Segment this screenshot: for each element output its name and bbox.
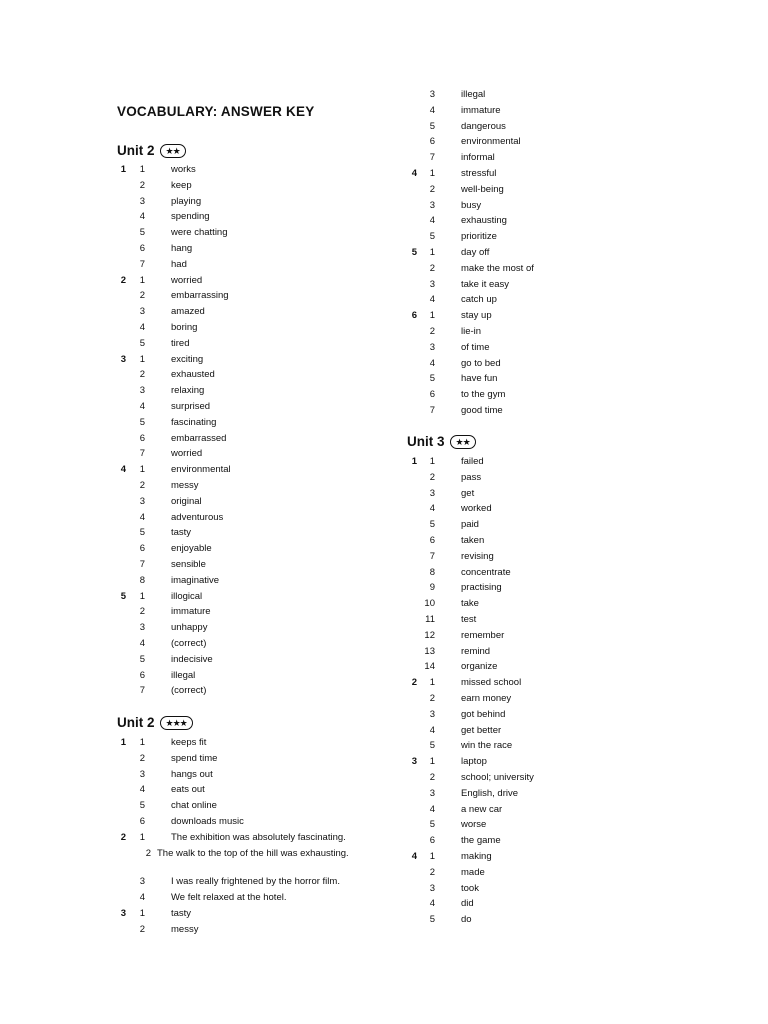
item-number: 1 [139, 464, 145, 476]
answer-text: I was really frightened by the horror film. [171, 876, 340, 888]
item-number: 4 [429, 503, 435, 515]
exercise-number: 1 [411, 456, 417, 467]
item-number: 5 [429, 231, 435, 243]
answer-text: test [461, 614, 477, 625]
page-title: VOCABULARY: ANSWER KEY [117, 104, 315, 119]
item-number: 3 [429, 199, 435, 211]
answer-text: did [461, 898, 474, 910]
answer-text: illegal [461, 89, 486, 100]
item-number: 5 [139, 653, 145, 665]
answer-text: school; university [461, 772, 534, 783]
item-number: 5 [429, 740, 435, 752]
item-number: 3 [139, 876, 145, 888]
answer-text: illegal [171, 669, 196, 681]
item-number: 4 [429, 803, 435, 815]
item-number: 1 [429, 677, 435, 689]
item-number: 4 [429, 724, 435, 736]
answer-text: (correct) [171, 685, 207, 697]
answer-text: illogical [171, 590, 203, 602]
item-number: 5 [139, 227, 145, 239]
answer-text: amazed [171, 306, 205, 318]
item-number: 2 [429, 693, 435, 704]
item-number: 7 [139, 258, 145, 270]
answer-text: immature [461, 104, 501, 116]
item-number: 1 [139, 274, 145, 286]
item-number: 1 [429, 456, 435, 467]
answer-text: well-being [461, 183, 504, 195]
item-number: 4 [429, 357, 435, 369]
answer-text: good time [461, 405, 503, 416]
item-number: 5 [139, 416, 145, 428]
item-number: 2 [139, 752, 145, 764]
answer-text: chat online [171, 800, 217, 812]
answer-text: embarrassing [171, 290, 229, 302]
unit-title: Unit 2 [117, 715, 155, 730]
item-number: 2 [139, 369, 145, 381]
item-number: 1 [429, 168, 435, 179]
answer-text: remember [461, 629, 505, 641]
answer-text: missed school [461, 677, 522, 689]
item-number: 3 [429, 341, 435, 353]
answer-text: informal [461, 152, 495, 164]
answer-text: making [461, 851, 492, 862]
answer-text: tired [171, 337, 190, 349]
answer-text: made [461, 866, 485, 878]
item-number: 5 [429, 819, 435, 831]
item-number: 6 [139, 816, 145, 827]
item-number: 4 [139, 322, 145, 333]
item-number: 3 [429, 787, 435, 799]
answer-text: The exhibition was absolutely fascinating. [171, 831, 346, 843]
answer-text: The walk to the top of the hill was exhausting. [157, 847, 349, 859]
item-number: 1 [429, 756, 435, 768]
answer-text: relaxing [171, 385, 205, 397]
exercise-number: 4 [411, 851, 417, 862]
item-number: 4 [139, 784, 145, 796]
answer-text: sensible [171, 559, 206, 570]
item-number: 5 [429, 914, 435, 926]
item-number: 8 [139, 574, 145, 586]
item-number: 6 [429, 835, 435, 847]
item-number: 4 [429, 294, 435, 306]
answer-text: the game [461, 835, 501, 847]
answer-text: worried [171, 448, 203, 460]
item-number: 1 [429, 310, 435, 322]
answer-text: fascinating [171, 416, 217, 428]
answer-text: to the gym [461, 389, 506, 401]
item-number: 3 [139, 306, 145, 318]
answer-text: hang [171, 243, 193, 254]
exercise-number: 3 [120, 907, 126, 919]
answer-text: unhappy [171, 622, 208, 634]
answer-text: boring [171, 322, 198, 333]
item-number: 2 [429, 262, 435, 274]
difficulty-stars-icon: ★★ [450, 435, 476, 449]
item-number: 2 [145, 847, 151, 859]
item-number: 6 [139, 243, 145, 254]
exercise-number: 2 [120, 831, 126, 843]
answer-text: eats out [171, 784, 205, 796]
answer-text: earn money [461, 693, 512, 704]
item-number: 5 [429, 373, 435, 385]
answer-text: lie-in [461, 326, 482, 337]
answer-row [127, 848, 357, 860]
answer-text: have fun [461, 373, 498, 385]
answer-text: We felt relaxed at the hotel. [171, 892, 287, 903]
item-number: 4 [139, 401, 145, 412]
answer-text: practising [461, 582, 502, 594]
exercise-number: 2 [411, 677, 417, 689]
item-number: 2 [139, 923, 145, 935]
exercise-number: 5 [411, 247, 417, 258]
answer-text: spend time [171, 752, 218, 764]
answer-text: were chatting [171, 227, 228, 239]
answer-text: imaginative [171, 574, 220, 586]
exercise-number: 1 [120, 737, 126, 748]
item-number: 2 [429, 866, 435, 878]
item-number: 3 [429, 882, 435, 894]
item-number: 3 [139, 385, 145, 397]
difficulty-stars-icon: ★★★ [160, 716, 193, 730]
answer-text: got behind [461, 708, 506, 720]
answer-text: had [171, 258, 187, 270]
item-number: 3 [429, 278, 435, 290]
answer-text: adventurous [171, 511, 224, 523]
answer-text: environmental [461, 136, 521, 148]
answer-text: tasty [171, 907, 192, 919]
item-number: 4 [429, 104, 435, 116]
item-number: 6 [429, 136, 435, 148]
answer-text: win the race [461, 740, 513, 752]
answer-text: worse [461, 819, 487, 831]
item-number: 11 [425, 614, 435, 625]
answer-text: environmental [171, 464, 231, 476]
unit-title: Unit 3 [407, 434, 445, 449]
answer-text: day off [461, 247, 490, 258]
answer-text: worried [171, 274, 203, 286]
answer-text: messy [171, 923, 199, 935]
item-number: 6 [139, 669, 145, 681]
answer-text: laptop [461, 756, 487, 768]
item-number: 6 [429, 389, 435, 401]
item-number: 4 [429, 215, 435, 227]
answer-text: organize [461, 661, 498, 673]
item-number: 1 [429, 851, 435, 862]
item-number: 1 [139, 831, 145, 843]
difficulty-stars-icon: ★★ [160, 144, 186, 158]
item-number: 6 [139, 432, 145, 444]
item-number: 7 [139, 685, 145, 697]
answer-text: exhausting [461, 215, 507, 227]
exercise-number: 3 [411, 756, 417, 768]
item-number: 7 [429, 550, 435, 562]
answer-text: pass [461, 471, 482, 483]
answer-text: messy [171, 480, 199, 491]
item-number: 6 [139, 543, 145, 555]
answer-text: tasty [171, 527, 192, 539]
answer-text: take it easy [461, 278, 510, 290]
answer-text: of time [461, 341, 490, 353]
answer-text: works [171, 164, 196, 175]
unit-heading [117, 143, 186, 158]
item-number: 10 [424, 598, 435, 610]
answer-text: a new car [461, 803, 503, 815]
exercise-number: 4 [411, 168, 417, 179]
answer-text: keeps fit [171, 737, 207, 748]
item-number: 1 [139, 737, 145, 748]
answer-text: make the most of [461, 262, 534, 274]
answer-text: downloads music [171, 816, 244, 827]
unit-heading [407, 434, 476, 449]
answer-text: take [461, 598, 479, 610]
answer-text: busy [461, 199, 482, 211]
answer-text: indecisive [171, 653, 213, 665]
item-number: 2 [429, 183, 435, 195]
answer-text: immature [171, 606, 211, 618]
item-number: 5 [429, 519, 435, 531]
answer-text: do [461, 914, 472, 926]
answer-text: embarrassed [171, 432, 227, 444]
item-number: 2 [139, 179, 145, 191]
exercise-number: 4 [120, 464, 126, 476]
answer-text: took [461, 882, 479, 894]
item-number: 4 [139, 892, 145, 903]
item-number: 14 [424, 661, 435, 673]
item-number: 7 [139, 448, 145, 460]
answer-text: remind [461, 645, 491, 657]
item-number: 4 [139, 638, 145, 649]
item-number: 2 [139, 606, 145, 618]
item-number: 3 [429, 89, 435, 100]
item-number: 1 [139, 164, 145, 175]
item-number: 4 [139, 211, 145, 223]
item-number: 3 [139, 768, 145, 780]
item-number: 3 [429, 708, 435, 720]
item-number: 5 [429, 120, 435, 132]
answer-text: worked [461, 503, 492, 515]
answer-text: original [171, 495, 202, 507]
answer-text: exciting [171, 353, 204, 365]
item-number: 4 [429, 898, 435, 910]
exercise-number: 5 [120, 590, 126, 602]
item-number: 5 [139, 800, 145, 812]
exercise-number: 3 [120, 353, 126, 365]
answer-text: playing [171, 195, 202, 207]
answer-text: keep [171, 179, 192, 191]
answer-text: concentrate [461, 566, 511, 578]
unit-title: Unit 2 [117, 143, 155, 158]
exercise-number: 6 [411, 310, 417, 322]
item-number: 1 [139, 353, 145, 365]
answer-text: hangs out [171, 768, 213, 780]
answer-text: (correct) [171, 638, 207, 649]
item-number: 3 [139, 195, 145, 207]
item-number: 7 [139, 559, 145, 570]
item-number: 8 [429, 566, 435, 578]
item-number: 4 [139, 511, 145, 523]
answer-text: exhausted [171, 369, 215, 381]
answer-text: English, drive [461, 787, 519, 799]
item-number: 2 [139, 480, 145, 491]
item-number: 1 [139, 907, 145, 919]
item-number: 1 [429, 247, 435, 258]
answer-text: prioritize [461, 231, 497, 243]
item-number: 3 [429, 487, 435, 499]
answer-text: paid [461, 519, 479, 531]
item-number: 5 [139, 337, 145, 349]
answer-text: surprised [171, 401, 211, 412]
item-number: 2 [429, 326, 435, 337]
answer-text: taken [461, 535, 485, 546]
answer-text: revising [461, 550, 494, 562]
answer-text: enjoyable [171, 543, 212, 555]
answer-text: go to bed [461, 357, 501, 369]
item-number: 5 [139, 527, 145, 539]
answer-text: get [461, 487, 475, 499]
answer-text: spending [171, 211, 210, 223]
answer-text: catch up [461, 294, 497, 306]
item-number: 2 [429, 471, 435, 483]
exercise-number: 2 [120, 274, 126, 286]
item-number: 13 [424, 645, 435, 657]
answer-text: get better [461, 724, 502, 736]
answer-text: dangerous [461, 120, 506, 132]
unit-heading [117, 715, 193, 730]
answer-text: stay up [461, 310, 492, 322]
item-number: 12 [424, 629, 435, 641]
item-number: 1 [139, 590, 145, 602]
exercise-number: 1 [120, 164, 126, 175]
item-number: 6 [429, 535, 435, 546]
item-number: 7 [429, 152, 435, 164]
item-number: 3 [139, 622, 145, 634]
answer-text: failed [461, 456, 484, 467]
item-number: 7 [429, 405, 435, 416]
item-number: 3 [139, 495, 145, 507]
item-number: 2 [139, 290, 145, 302]
item-number: 9 [429, 582, 435, 594]
item-number: 2 [429, 772, 435, 783]
answer-text: stressful [461, 168, 497, 179]
